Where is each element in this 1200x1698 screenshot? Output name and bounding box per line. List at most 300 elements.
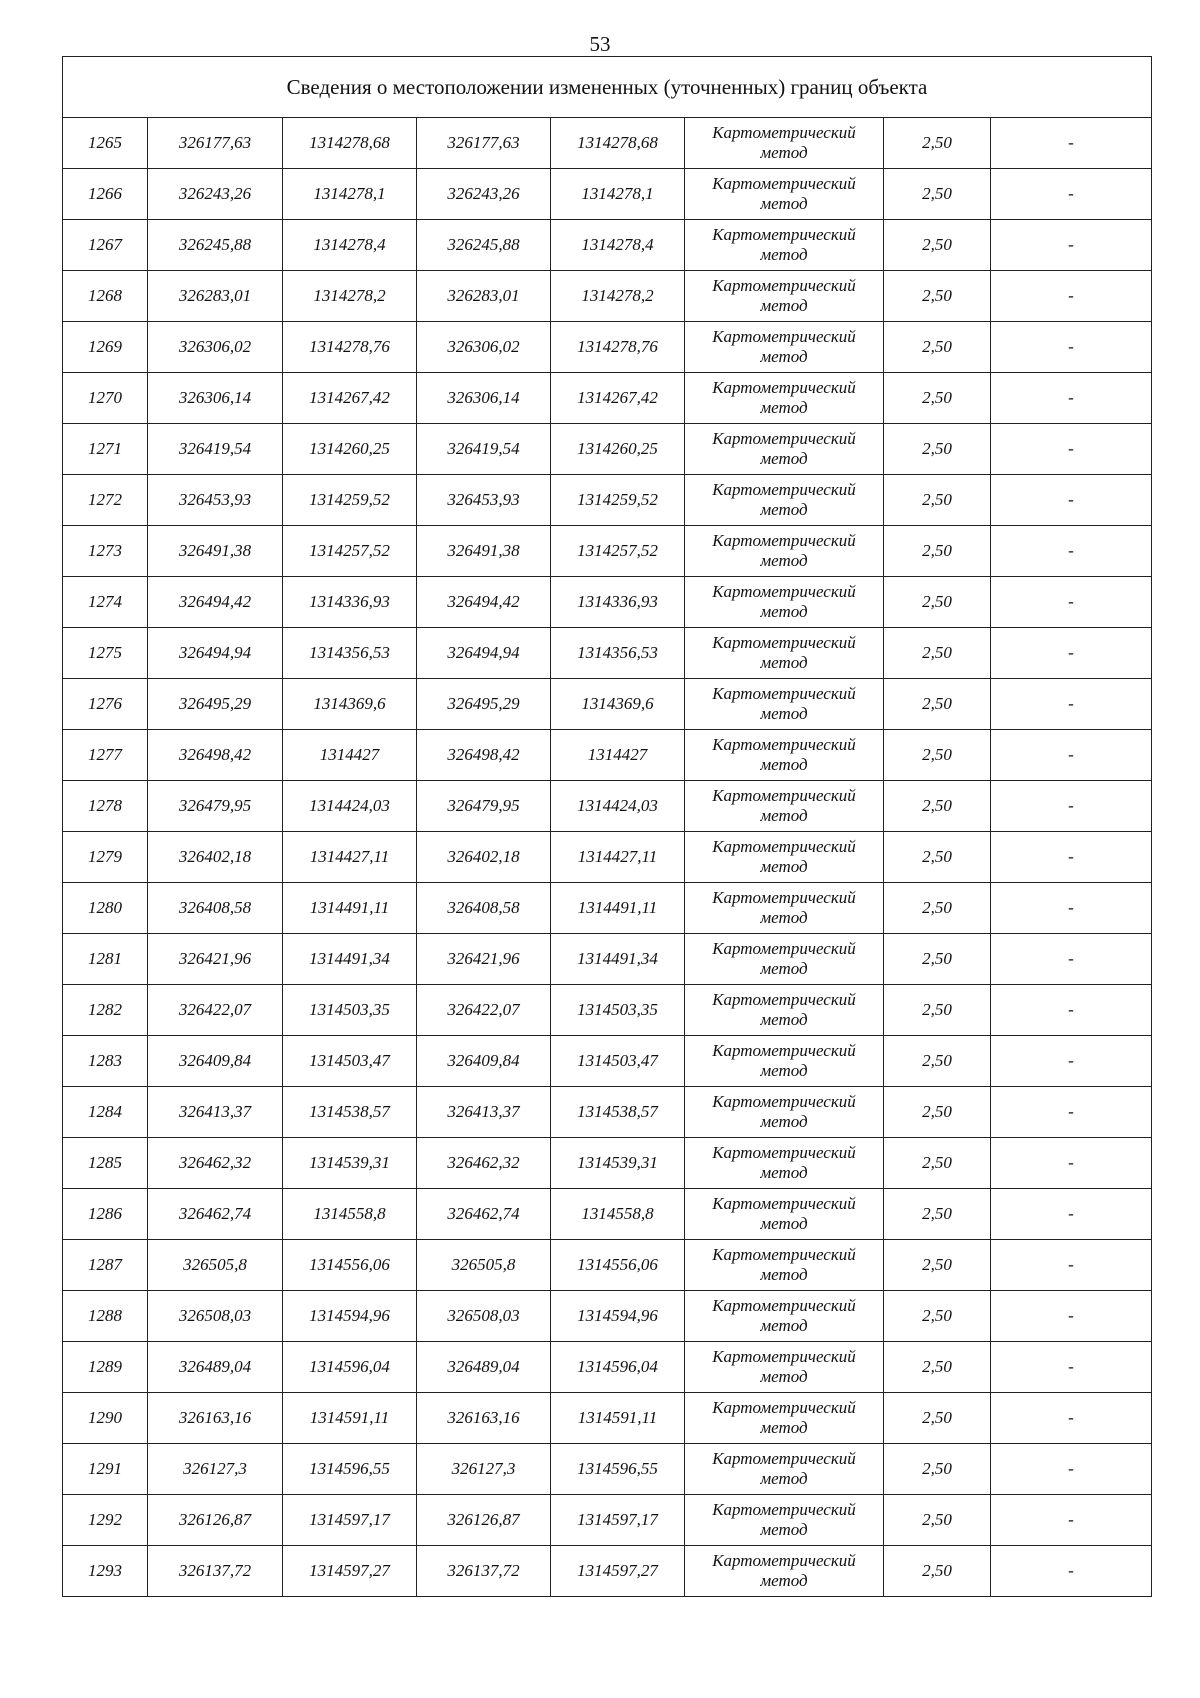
method-cell (685, 1087, 884, 1138)
refined-x-cell: 326126,87 (417, 1495, 551, 1546)
method-cell (685, 1546, 884, 1597)
method-line-1: Картометрический (712, 786, 856, 805)
accuracy-cell: 2,50 (884, 730, 991, 781)
method-cell (685, 1240, 884, 1291)
method-line-2: метод (760, 1265, 808, 1284)
method-line-1: Картометрический (712, 888, 856, 907)
accuracy-cell: 2,50 (884, 1546, 991, 1597)
table-row (63, 628, 1152, 679)
method-line-1: Картометрический (712, 1398, 856, 1417)
method-line-1: Картометрический (712, 1296, 856, 1315)
method-cell (685, 883, 884, 934)
existing-y-cell: 1314424,03 (283, 781, 417, 832)
point-number-cell: 1273 (63, 526, 148, 577)
point-number-cell: 1271 (63, 424, 148, 475)
note-cell: - (991, 577, 1152, 628)
note-cell: - (991, 169, 1152, 220)
accuracy-cell: 2,50 (884, 169, 991, 220)
refined-x-cell: 326505,8 (417, 1240, 551, 1291)
note-cell: - (991, 1138, 1152, 1189)
method-line-1: Картометрический (712, 378, 856, 397)
refined-x-cell: 326495,29 (417, 679, 551, 730)
table-row (63, 934, 1152, 985)
refined-x-cell: 326413,37 (417, 1087, 551, 1138)
refined-y-cell: 1314597,17 (551, 1495, 685, 1546)
method-line-2: метод (760, 347, 808, 366)
accuracy-cell: 2,50 (884, 1087, 991, 1138)
existing-x-cell: 326306,14 (148, 373, 283, 424)
accuracy-cell: 2,50 (884, 679, 991, 730)
method-cell (685, 118, 884, 169)
note-cell: - (991, 475, 1152, 526)
note-cell: - (991, 526, 1152, 577)
method-line-1: Картометрический (712, 837, 856, 856)
refined-x-cell: 326479,95 (417, 781, 551, 832)
existing-x-cell: 326402,18 (148, 832, 283, 883)
existing-x-cell: 326494,94 (148, 628, 283, 679)
existing-x-cell: 326508,03 (148, 1291, 283, 1342)
note-cell: - (991, 832, 1152, 883)
existing-y-cell: 1314427 (283, 730, 417, 781)
existing-x-cell: 326413,37 (148, 1087, 283, 1138)
refined-y-cell: 1314591,11 (551, 1393, 685, 1444)
existing-y-cell: 1314278,1 (283, 169, 417, 220)
method-line-2: метод (760, 1469, 808, 1488)
accuracy-cell: 2,50 (884, 1291, 991, 1342)
method-line-1: Картометрический (712, 582, 856, 601)
method-line-1: Картометрический (712, 939, 856, 958)
table-row (63, 883, 1152, 934)
existing-x-cell: 326489,04 (148, 1342, 283, 1393)
existing-x-cell: 326491,38 (148, 526, 283, 577)
point-number-cell: 1272 (63, 475, 148, 526)
accuracy-cell: 2,50 (884, 220, 991, 271)
note-cell: - (991, 1342, 1152, 1393)
existing-x-cell: 326462,74 (148, 1189, 283, 1240)
existing-y-cell: 1314336,93 (283, 577, 417, 628)
method-line-2: метод (760, 1571, 808, 1590)
note-cell: - (991, 1189, 1152, 1240)
method-line-1: Картометрический (712, 735, 856, 754)
refined-y-cell: 1314356,53 (551, 628, 685, 679)
method-line-2: метод (760, 959, 808, 978)
refined-y-cell: 1314278,68 (551, 118, 685, 169)
existing-y-cell: 1314558,8 (283, 1189, 417, 1240)
note-cell: - (991, 220, 1152, 271)
note-cell: - (991, 1087, 1152, 1138)
existing-y-cell: 1314591,11 (283, 1393, 417, 1444)
accuracy-cell: 2,50 (884, 271, 991, 322)
refined-x-cell: 326462,32 (417, 1138, 551, 1189)
point-number-cell: 1269 (63, 322, 148, 373)
method-cell (685, 577, 884, 628)
table-row (63, 1546, 1152, 1597)
accuracy-cell: 2,50 (884, 577, 991, 628)
point-number-cell: 1265 (63, 118, 148, 169)
existing-y-cell: 1314278,76 (283, 322, 417, 373)
existing-y-cell: 1314596,04 (283, 1342, 417, 1393)
method-cell (685, 526, 884, 577)
existing-y-cell: 1314556,06 (283, 1240, 417, 1291)
existing-x-cell: 326422,07 (148, 985, 283, 1036)
existing-x-cell: 326419,54 (148, 424, 283, 475)
method-line-1: Картометрический (712, 1194, 856, 1213)
existing-x-cell: 326409,84 (148, 1036, 283, 1087)
method-cell (685, 424, 884, 475)
existing-y-cell: 1314594,96 (283, 1291, 417, 1342)
accuracy-cell: 2,50 (884, 1036, 991, 1087)
table-row (63, 1036, 1152, 1087)
existing-y-cell: 1314597,27 (283, 1546, 417, 1597)
refined-x-cell: 326491,38 (417, 526, 551, 577)
method-cell (685, 1393, 884, 1444)
note-cell: - (991, 730, 1152, 781)
existing-y-cell: 1314257,52 (283, 526, 417, 577)
method-line-2: метод (760, 908, 808, 927)
point-number-cell: 1291 (63, 1444, 148, 1495)
table-row (63, 1291, 1152, 1342)
existing-x-cell: 326163,16 (148, 1393, 283, 1444)
accuracy-cell: 2,50 (884, 832, 991, 883)
point-number-cell: 1286 (63, 1189, 148, 1240)
accuracy-cell: 2,50 (884, 475, 991, 526)
refined-x-cell: 326408,58 (417, 883, 551, 934)
refined-x-cell: 326402,18 (417, 832, 551, 883)
table-row (63, 1138, 1152, 1189)
refined-y-cell: 1314594,96 (551, 1291, 685, 1342)
refined-y-cell: 1314556,06 (551, 1240, 685, 1291)
method-line-1: Картометрический (712, 1041, 856, 1060)
method-line-1: Картометрический (712, 1551, 856, 1570)
refined-y-cell: 1314491,11 (551, 883, 685, 934)
method-line-2: метод (760, 449, 808, 468)
existing-y-cell: 1314259,52 (283, 475, 417, 526)
refined-y-cell: 1314503,35 (551, 985, 685, 1036)
refined-x-cell: 326306,14 (417, 373, 551, 424)
method-line-2: метод (760, 398, 808, 417)
point-number-cell: 1288 (63, 1291, 148, 1342)
point-number-cell: 1290 (63, 1393, 148, 1444)
method-line-2: метод (760, 857, 808, 876)
table-row (63, 1495, 1152, 1546)
method-cell (685, 169, 884, 220)
existing-y-cell: 1314278,4 (283, 220, 417, 271)
method-cell (685, 832, 884, 883)
note-cell: - (991, 424, 1152, 475)
table-body (63, 57, 1152, 1597)
method-cell (685, 1138, 884, 1189)
refined-x-cell: 326243,26 (417, 169, 551, 220)
existing-y-cell: 1314491,34 (283, 934, 417, 985)
point-number-cell: 1278 (63, 781, 148, 832)
existing-y-cell: 1314503,35 (283, 985, 417, 1036)
existing-y-cell: 1314597,17 (283, 1495, 417, 1546)
refined-y-cell: 1314260,25 (551, 424, 685, 475)
point-number-cell: 1275 (63, 628, 148, 679)
table-title-row (63, 57, 1152, 118)
method-cell (685, 1342, 884, 1393)
method-line-1: Картометрический (712, 174, 856, 193)
refined-y-cell: 1314424,03 (551, 781, 685, 832)
refined-x-cell: 326421,96 (417, 934, 551, 985)
refined-x-cell: 326245,88 (417, 220, 551, 271)
accuracy-cell: 2,50 (884, 1240, 991, 1291)
method-line-2: метод (760, 653, 808, 672)
table-row (63, 1189, 1152, 1240)
method-line-2: метод (760, 1061, 808, 1080)
note-cell: - (991, 118, 1152, 169)
refined-y-cell: 1314539,31 (551, 1138, 685, 1189)
accuracy-cell: 2,50 (884, 373, 991, 424)
accuracy-cell: 2,50 (884, 934, 991, 985)
accuracy-cell: 2,50 (884, 322, 991, 373)
point-number-cell: 1281 (63, 934, 148, 985)
note-cell: - (991, 1291, 1152, 1342)
accuracy-cell: 2,50 (884, 1444, 991, 1495)
refined-y-cell: 1314278,1 (551, 169, 685, 220)
existing-y-cell: 1314278,68 (283, 118, 417, 169)
method-line-1: Картометрический (712, 684, 856, 703)
method-cell (685, 628, 884, 679)
existing-y-cell: 1314539,31 (283, 1138, 417, 1189)
refined-y-cell: 1314267,42 (551, 373, 685, 424)
method-cell (685, 1444, 884, 1495)
accuracy-cell: 2,50 (884, 883, 991, 934)
note-cell: - (991, 1495, 1152, 1546)
existing-x-cell: 326453,93 (148, 475, 283, 526)
note-cell: - (991, 1444, 1152, 1495)
refined-y-cell: 1314336,93 (551, 577, 685, 628)
method-cell (685, 1189, 884, 1240)
refined-x-cell: 326498,42 (417, 730, 551, 781)
refined-y-cell: 1314427,11 (551, 832, 685, 883)
refined-y-cell: 1314538,57 (551, 1087, 685, 1138)
existing-x-cell: 326137,72 (148, 1546, 283, 1597)
refined-y-cell: 1314259,52 (551, 475, 685, 526)
existing-x-cell: 326498,42 (148, 730, 283, 781)
method-line-1: Картометрический (712, 225, 856, 244)
table-row (63, 1444, 1152, 1495)
point-number-cell: 1280 (63, 883, 148, 934)
method-line-2: метод (760, 1163, 808, 1182)
note-cell: - (991, 1036, 1152, 1087)
accuracy-cell: 2,50 (884, 1495, 991, 1546)
existing-x-cell: 326505,8 (148, 1240, 283, 1291)
method-line-2: метод (760, 755, 808, 774)
existing-y-cell: 1314278,2 (283, 271, 417, 322)
table-row (63, 118, 1152, 169)
table-row (63, 832, 1152, 883)
refined-x-cell: 326494,42 (417, 577, 551, 628)
refined-x-cell: 326462,74 (417, 1189, 551, 1240)
refined-x-cell: 326177,63 (417, 118, 551, 169)
table-row (63, 679, 1152, 730)
refined-x-cell: 326494,94 (417, 628, 551, 679)
existing-x-cell: 326479,95 (148, 781, 283, 832)
method-line-2: метод (760, 1214, 808, 1233)
refined-y-cell: 1314257,52 (551, 526, 685, 577)
method-line-2: метод (760, 296, 808, 315)
refined-y-cell: 1314427 (551, 730, 685, 781)
existing-x-cell: 326421,96 (148, 934, 283, 985)
accuracy-cell: 2,50 (884, 424, 991, 475)
table-row (63, 322, 1152, 373)
method-line-1: Картометрический (712, 1347, 856, 1366)
table-row (63, 475, 1152, 526)
refined-x-cell: 326306,02 (417, 322, 551, 373)
point-number-cell: 1277 (63, 730, 148, 781)
point-number-cell: 1283 (63, 1036, 148, 1087)
method-line-1: Картометрический (712, 990, 856, 1009)
existing-x-cell: 326127,3 (148, 1444, 283, 1495)
refined-x-cell: 326409,84 (417, 1036, 551, 1087)
table-row (63, 424, 1152, 475)
method-line-2: метод (760, 194, 808, 213)
table-row (63, 1342, 1152, 1393)
existing-x-cell: 326177,63 (148, 118, 283, 169)
refined-y-cell: 1314597,27 (551, 1546, 685, 1597)
refined-y-cell: 1314503,47 (551, 1036, 685, 1087)
table-row (63, 169, 1152, 220)
note-cell: - (991, 628, 1152, 679)
refined-x-cell: 326163,16 (417, 1393, 551, 1444)
method-cell (685, 475, 884, 526)
method-line-2: метод (760, 143, 808, 162)
method-cell (685, 373, 884, 424)
method-cell (685, 1291, 884, 1342)
table-row (63, 781, 1152, 832)
point-number-cell: 1282 (63, 985, 148, 1036)
method-line-2: метод (760, 1112, 808, 1131)
method-line-2: метод (760, 500, 808, 519)
note-cell: - (991, 985, 1152, 1036)
method-line-1: Картометрический (712, 480, 856, 499)
refined-x-cell: 326127,3 (417, 1444, 551, 1495)
coordinates-table-container (62, 56, 1152, 1597)
existing-y-cell: 1314356,53 (283, 628, 417, 679)
point-number-cell: 1268 (63, 271, 148, 322)
point-number-cell: 1292 (63, 1495, 148, 1546)
table-row (63, 373, 1152, 424)
point-number-cell: 1276 (63, 679, 148, 730)
note-cell: - (991, 271, 1152, 322)
method-line-1: Картометрический (712, 276, 856, 295)
existing-y-cell: 1314491,11 (283, 883, 417, 934)
note-cell: - (991, 1546, 1152, 1597)
existing-y-cell: 1314427,11 (283, 832, 417, 883)
note-cell: - (991, 781, 1152, 832)
existing-y-cell: 1314596,55 (283, 1444, 417, 1495)
point-number-cell: 1274 (63, 577, 148, 628)
method-line-1: Картометрический (712, 633, 856, 652)
method-line-1: Картометрический (712, 123, 856, 142)
point-number-cell: 1266 (63, 169, 148, 220)
table-row (63, 1393, 1152, 1444)
method-line-1: Картометрический (712, 327, 856, 346)
refined-x-cell: 326508,03 (417, 1291, 551, 1342)
accuracy-cell: 2,50 (884, 118, 991, 169)
refined-y-cell: 1314278,4 (551, 220, 685, 271)
accuracy-cell: 2,50 (884, 985, 991, 1036)
method-line-2: метод (760, 1367, 808, 1386)
accuracy-cell: 2,50 (884, 1138, 991, 1189)
method-line-2: метод (760, 602, 808, 621)
accuracy-cell: 2,50 (884, 1393, 991, 1444)
note-cell: - (991, 934, 1152, 985)
point-number-cell: 1293 (63, 1546, 148, 1597)
method-line-1: Картометрический (712, 1143, 856, 1162)
existing-y-cell: 1314538,57 (283, 1087, 417, 1138)
method-cell (685, 679, 884, 730)
refined-x-cell: 326283,01 (417, 271, 551, 322)
method-line-2: метод (760, 1520, 808, 1539)
refined-x-cell: 326489,04 (417, 1342, 551, 1393)
table-row (63, 730, 1152, 781)
existing-x-cell: 326245,88 (148, 220, 283, 271)
existing-x-cell: 326408,58 (148, 883, 283, 934)
method-line-1: Картометрический (712, 1245, 856, 1264)
method-line-1: Картометрический (712, 1500, 856, 1519)
refined-y-cell: 1314558,8 (551, 1189, 685, 1240)
method-cell (685, 220, 884, 271)
note-cell: - (991, 1393, 1152, 1444)
method-line-2: метод (760, 1010, 808, 1029)
point-number-cell: 1284 (63, 1087, 148, 1138)
refined-y-cell: 1314596,04 (551, 1342, 685, 1393)
refined-y-cell: 1314278,2 (551, 271, 685, 322)
method-cell (685, 1495, 884, 1546)
method-line-2: метод (760, 1316, 808, 1335)
point-number-cell: 1287 (63, 1240, 148, 1291)
method-line-2: метод (760, 1418, 808, 1437)
coordinates-table (62, 56, 1152, 1597)
note-cell: - (991, 322, 1152, 373)
refined-x-cell: 326137,72 (417, 1546, 551, 1597)
accuracy-cell: 2,50 (884, 1189, 991, 1240)
existing-y-cell: 1314503,47 (283, 1036, 417, 1087)
refined-x-cell: 326419,54 (417, 424, 551, 475)
refined-y-cell: 1314369,6 (551, 679, 685, 730)
existing-x-cell: 326243,26 (148, 169, 283, 220)
accuracy-cell: 2,50 (884, 628, 991, 679)
table-row (63, 985, 1152, 1036)
method-line-2: метод (760, 245, 808, 264)
note-cell: - (991, 883, 1152, 934)
refined-x-cell: 326422,07 (417, 985, 551, 1036)
point-number-cell: 1267 (63, 220, 148, 271)
table-row (63, 220, 1152, 271)
existing-x-cell: 326306,02 (148, 322, 283, 373)
existing-x-cell: 326462,32 (148, 1138, 283, 1189)
page-number: 53 (589, 32, 611, 56)
table-row (63, 271, 1152, 322)
existing-y-cell: 1314369,6 (283, 679, 417, 730)
method-cell (685, 322, 884, 373)
method-line-1: Картометрический (712, 429, 856, 448)
table-row (63, 526, 1152, 577)
method-line-1: Картометрический (712, 1449, 856, 1468)
note-cell: - (991, 373, 1152, 424)
method-cell (685, 730, 884, 781)
existing-x-cell: 326494,42 (148, 577, 283, 628)
table-row (63, 1087, 1152, 1138)
method-line-1: Картометрический (712, 531, 856, 550)
method-cell (685, 271, 884, 322)
note-cell: - (991, 1240, 1152, 1291)
method-line-1: Картометрический (712, 1092, 856, 1111)
point-number-cell: 1270 (63, 373, 148, 424)
method-line-2: метод (760, 806, 808, 825)
